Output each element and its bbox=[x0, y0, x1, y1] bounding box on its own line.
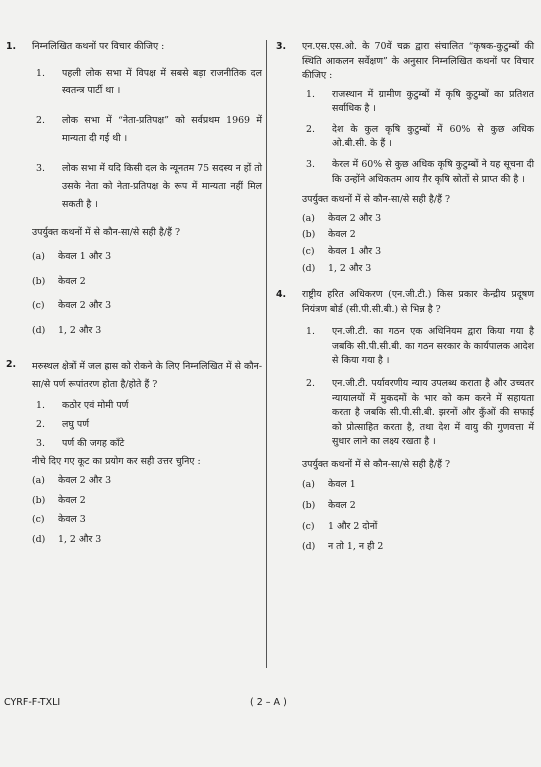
statement: 2. एन.जी.टी. पर्यावरणीय न्याय उपलब्ध कराता है और उच्चतर न्यायालयों में मुकदमों के भार को कम करने में सहायता करता है जबकि सी.पी.सी.बी. झरनों और कुँओं की सफाई को प्रोत्साहित करता है, तथा देश में वायु की गुणवत्ता में सुधार लाने का लक्ष्य रखता है । bbox=[306, 377, 534, 448]
left-column bbox=[6, 40, 262, 562]
instruction: उपर्युक्त कथनों में से कौन-सा/से सही है/हैं ? bbox=[302, 194, 451, 206]
option: (a) केवल 2 और 3 bbox=[302, 212, 382, 224]
question-3 bbox=[276, 40, 534, 278]
question-number: 2. bbox=[6, 359, 17, 371]
question-2 bbox=[6, 358, 262, 552]
option: (d) 1, 2 और 3 bbox=[302, 262, 372, 274]
instruction: नीचे दिए गए कूट का प्रयोग कर सही उत्तर चुनिए : bbox=[32, 456, 201, 468]
instruction: उपर्युक्त कथनों में से कौन-सा/से सही है/हैं ? bbox=[32, 226, 181, 238]
statement: 2. लघु पर्ण bbox=[36, 419, 89, 431]
booklet-code: CYRF-F-TXLI bbox=[4, 697, 61, 708]
statement: 1. पहली लोक सभा में विपक्ष में सबसे बड़ा राजनीतिक दल स्वतन्त्र पार्टी था । bbox=[36, 67, 262, 97]
option: (d) न तो 1, न ही 2 bbox=[302, 541, 384, 553]
statement: 2. देश के कुल कृषि कुटुम्बों में 60% से कुछ अधिक ओ.बी.सी. के हैं । bbox=[306, 123, 534, 150]
option: (a) केवल 1 और 3 bbox=[32, 251, 112, 263]
question-1 bbox=[6, 40, 262, 348]
option: (a) केवल 1 bbox=[302, 479, 356, 491]
option: (b) केवल 2 bbox=[302, 500, 356, 512]
option: (d) 1, 2 और 3 bbox=[32, 533, 102, 545]
right-column bbox=[276, 40, 534, 571]
page-number: ( 2 – A ) bbox=[250, 697, 287, 708]
statement: 2. लोक सभा में “नेता-प्रतिपक्ष” को सर्वप्रथम 1969 में मान्यता दी गई थी । bbox=[36, 115, 262, 145]
option: (a) केवल 2 और 3 bbox=[32, 474, 112, 486]
question-number: 4. bbox=[276, 289, 287, 301]
statement: 3. लोक सभा में यदि किसी दल के न्यूनतम 75 सदस्य न हों तो उसके नेता को नेता-प्रतिपक्ष के रूप में मान्यता नहीं मिल सकती है । bbox=[36, 163, 262, 210]
question-number: 3. bbox=[276, 41, 287, 52]
statement: 1. राजस्थान में ग्रामीण कुटुम्बों में कृषि कुटुम्बों का प्रतिशत सर्वाधिक है । bbox=[306, 88, 534, 115]
statement: 3. केरल में 60% से कुछ अधिक कृषि कुटुम्बों ने यह सूचना दी कि उन्होंने अधिकतम आय ग़ैर कृषि स्रोतों से प्राप्त की है । bbox=[306, 159, 534, 185]
option: (b) केवल 2 bbox=[302, 229, 356, 241]
question-stem: एन.एस.एस.ओ. के 70वें चक्र द्वारा संचालित “कृषक-कुटुम्बों की स्थिति आकलन सर्वेक्षण” के अनुसार निम्नलिखित कथनों पर विचार कीजिए : bbox=[302, 41, 534, 82]
question-stem: मरुस्थल क्षेत्रों में जल ह्रास को रोकने के लिए निम्नलिखित में से कौन-सा/से पर्ण रूपांतरण होता है/होते हैं ? bbox=[32, 361, 262, 391]
statement: 3. पर्ण की जगह काँटे bbox=[36, 438, 125, 450]
statement: 1. एन.जी.टी. का गठन एक अधिनियम द्वारा किया गया है जबकि सी.पी.सी.बी. का गठन सरकार के कार्यपालक आदेश से किया गया है । bbox=[306, 326, 534, 367]
option: (c) केवल 3 bbox=[32, 514, 86, 526]
question-stem: निम्नलिखित कथनों पर विचार कीजिए : bbox=[32, 41, 165, 52]
question-4 bbox=[276, 288, 534, 561]
question-number: 1. bbox=[6, 41, 17, 52]
option: (b) केवल 2 bbox=[32, 275, 86, 287]
statement: 1. कठोर एवं मोमी पर्ण bbox=[36, 400, 129, 412]
instruction: उपर्युक्त कथनों में से कौन-सा/से सही है/हैं ? bbox=[302, 458, 451, 470]
question-stem: राष्ट्रीय हरित अधिकरण (एन.जी.टी.) किस प्रकार केन्द्रीय प्रदूषण नियंत्रण बोर्ड (सी.पी.सी.बी.) से भिन्न है ? bbox=[302, 289, 534, 315]
column-divider bbox=[266, 40, 267, 668]
option: (c) केवल 2 और 3 bbox=[32, 300, 112, 312]
option: (d) 1, 2 और 3 bbox=[32, 324, 102, 336]
option: (c) 1 और 2 दोनों bbox=[302, 520, 378, 532]
option: (b) केवल 2 bbox=[32, 494, 86, 506]
option: (c) केवल 1 और 3 bbox=[302, 245, 382, 257]
